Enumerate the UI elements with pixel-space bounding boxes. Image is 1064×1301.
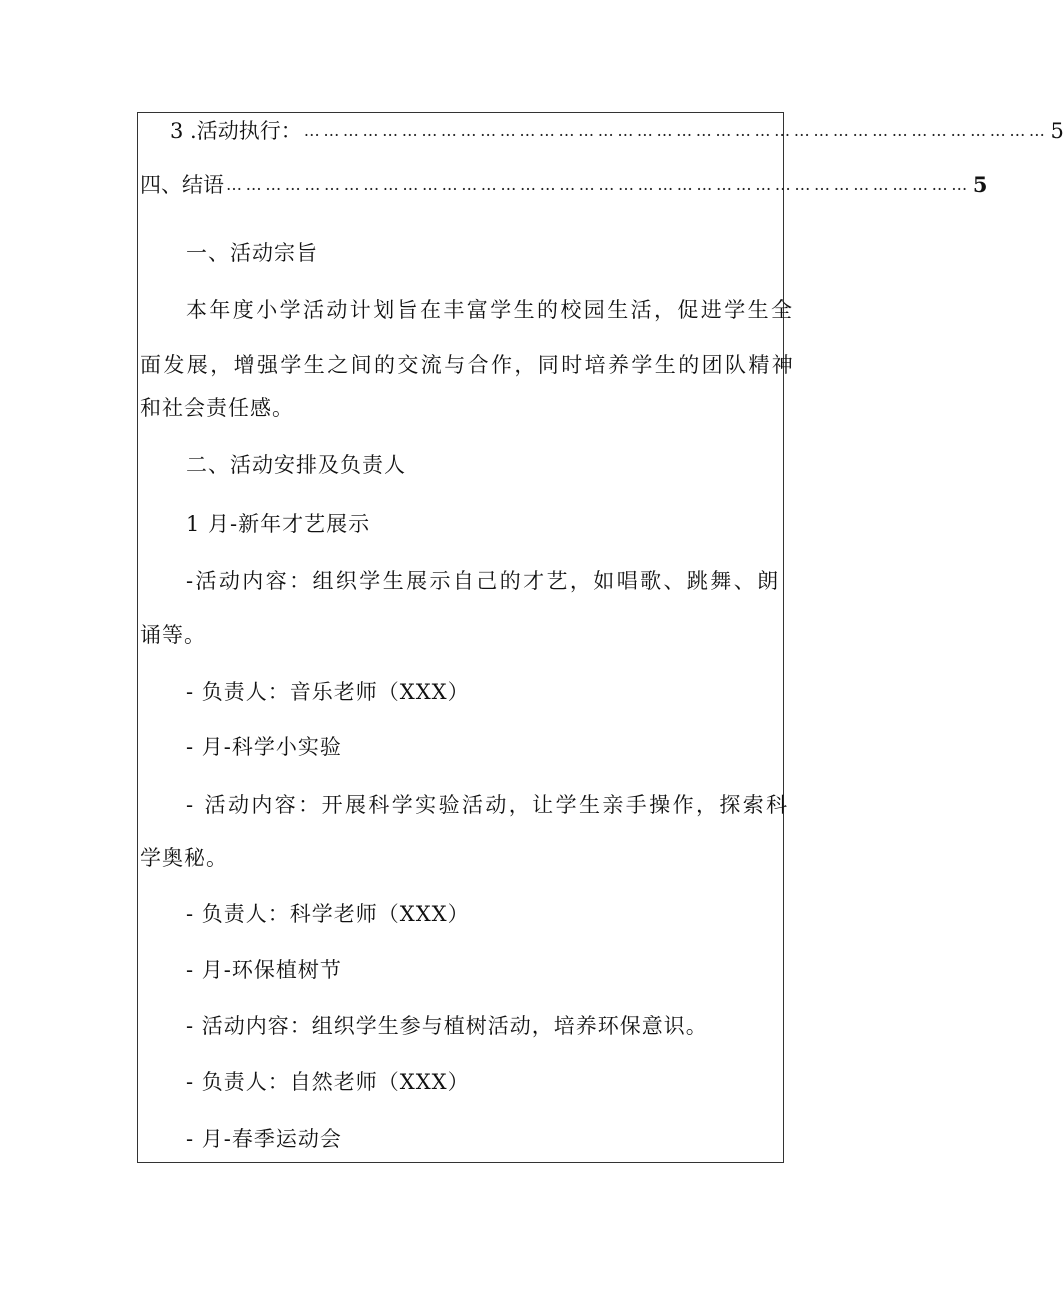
toc-label: 四、结语 [140,173,224,197]
activity-title: - 月-科学小实验 [186,735,342,759]
activity-content: - 活动内容：开展科学实验活动，让学生亲手操作，探索科 [186,793,790,817]
activity-owner: - 负责人：科学老师（XXX） [186,902,470,926]
activity-owner: - 负责人：音乐老师（XXX） [186,680,470,704]
toc-leader-dots: …………………………………………………………………………………………………… [226,175,971,194]
toc-page-number: 5 [1050,119,1064,143]
toc-label: 3 .活动执行： [170,119,302,143]
activity-content: 学奥秘。 [140,846,228,870]
document-frame [137,112,1064,1163]
toc-entry-conclusion[interactable] [140,171,988,199]
activity-content: - 活动内容：组织学生参与植树活动，培养环保意识。 [186,1014,708,1038]
section-heading-purpose: 一、活动宗旨 [186,241,318,265]
section-heading-schedule: 二、活动安排及负责人 [186,453,406,477]
activity-title: - 月-春季运动会 [186,1127,342,1151]
activity-owner: - 负责人：自然老师（XXX） [186,1070,470,1094]
paragraph-line: 本年度小学活动计划旨在丰富学生的校园生活，促进学生全 [186,298,795,322]
toc-leader-dots: …………………………………………………………………………………………………… [303,121,1049,140]
activity-title: - 月-环保植树节 [186,958,342,982]
activity-title: 1 月-新年才艺展示 [186,512,371,536]
activity-content: -活动内容：组织学生展示自己的才艺，如唱歌、跳舞、朗 [186,569,781,593]
paragraph-line: 和社会责任感。 [140,396,294,420]
toc-entry-activity-execution[interactable] [140,117,1064,145]
activity-content: 诵等。 [140,623,206,647]
toc-page-number: 5 [972,172,988,197]
paragraph-line: 面发展，增强学生之间的交流与合作，同时培养学生的团队精神 [140,353,796,377]
